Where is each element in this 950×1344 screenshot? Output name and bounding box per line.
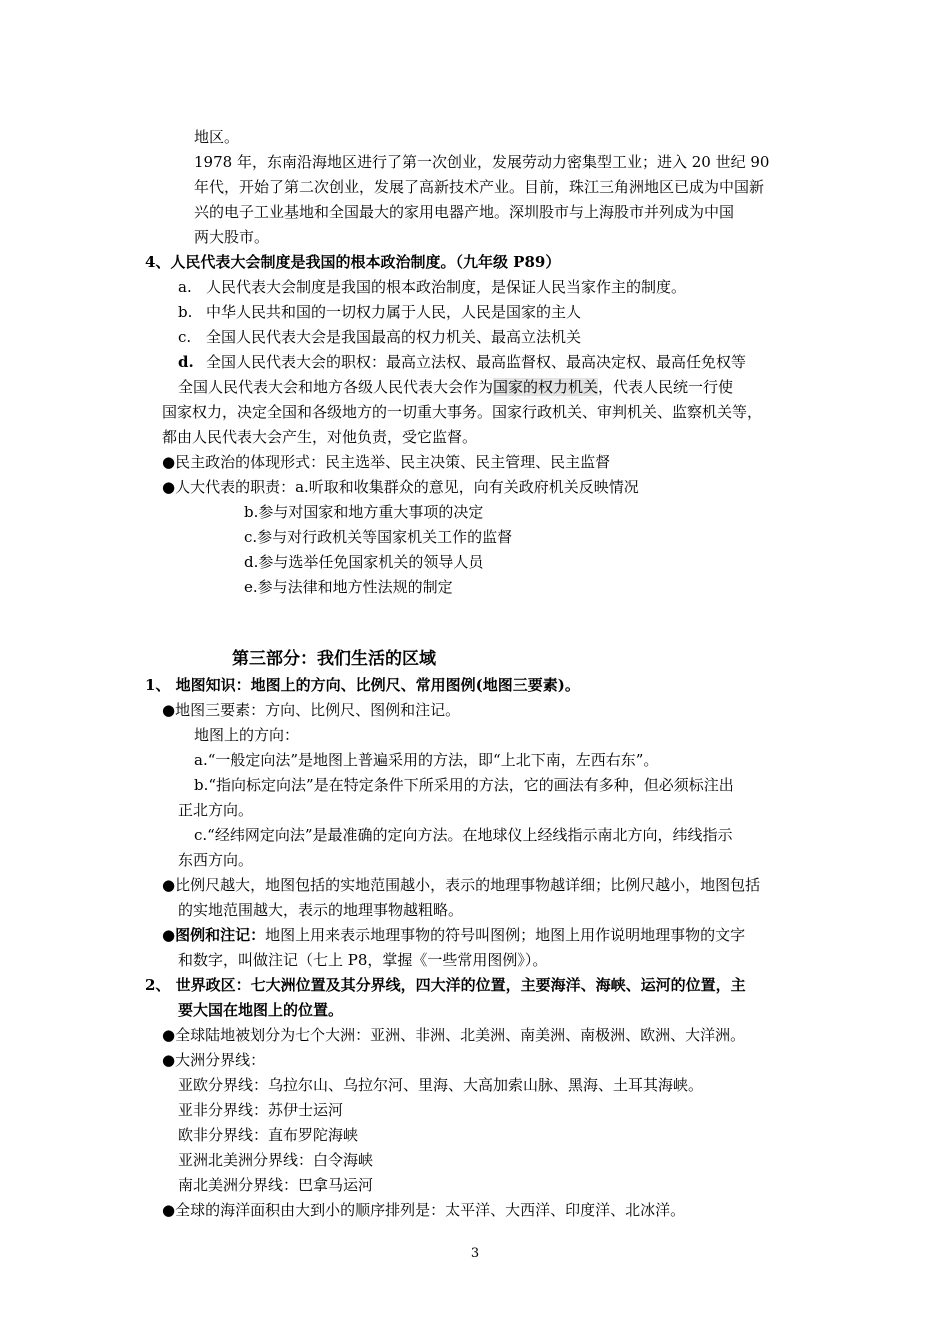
paragraph-line: a.“一般定向法”是地图上普遍采用的方法，即“上北下南，左西右东”。 bbox=[194, 751, 659, 769]
paragraph-line: 两大股市。 bbox=[194, 228, 270, 246]
section-heading: 1、 地图知识：地图上的方向、比例尺、常用图例(地图三要素)。 bbox=[145, 676, 580, 694]
bullet-item: ●民主政治的体现形式：民主选举、民主决策、民主管理、民主监督 bbox=[162, 453, 611, 471]
duty-item: d.参与选举任免国家机关的领导人员 bbox=[244, 553, 484, 571]
paragraph-line: b.“指向标定向法”是在特定条件下所采用的方法，它的画法有多种，但必须标注出 bbox=[194, 776, 734, 794]
section-heading: 4、人民代表大会制度是我国的根本政治制度。（九年级 P89） bbox=[145, 253, 561, 271]
list-item-marker: a. bbox=[178, 278, 192, 296]
bullet-item: ●地图三要素：方向、比例尺、图例和注记。 bbox=[162, 701, 461, 719]
duty-item: c.参与对行政机关等国家机关工作的监督 bbox=[244, 528, 513, 546]
section-heading: 要大国在地图上的位置。 bbox=[178, 1001, 344, 1019]
paragraph-line bbox=[178, 375, 733, 399]
bullet-item: ●大洲分界线： bbox=[162, 1051, 266, 1069]
paragraph-line: 国家权力，决定全国和各级地方的一切重大事务。国家行政机关、审判机关、监察机关等， bbox=[162, 403, 763, 421]
boundary-item: 欧非分界线：直布罗陀海峡 bbox=[178, 1126, 359, 1144]
list-item-marker: d. bbox=[178, 353, 194, 371]
list-item: 中华人民共和国的一切权力属于人民，人民是国家的主人 bbox=[206, 303, 582, 321]
duty-item: e.参与法律和地方性法规的制定 bbox=[244, 578, 453, 596]
bullet-item: ●全球陆地被划分为七个大洲：亚洲、非洲、北美洲、南美洲、南极洲、欧洲、大洋洲。 bbox=[162, 1026, 746, 1044]
paragraph-line: 1978 年，东南沿海地区进行了第一次创业，发展劳动力密集型工业；进入 20 世纪 90 bbox=[194, 153, 770, 171]
paragraph-line: c.“经纬网定向法”是最准确的定向方法。在地球仪上经线指示南北方向，纬线指示 bbox=[194, 826, 733, 844]
list-item: 全国人民代表大会是我国最高的权力机关、最高立法机关 bbox=[206, 328, 582, 346]
list-item: 人民代表大会制度是我国的根本政治制度，是保证人民当家作主的制度。 bbox=[206, 278, 687, 296]
paragraph-text: 地图上用来表示地理事物的符号叫图例；地图上用作说明地理事物的文字 bbox=[265, 926, 746, 944]
boundary-item: 亚欧分界线：乌拉尔山、乌拉尔河、里海、大高加索山脉、黑海、土耳其海峡。 bbox=[178, 1076, 704, 1094]
section-heading: 2、 世界政区：七大洲位置及其分界线，四大洋的位置，主要海洋、海峡、运河的位置，主 bbox=[145, 976, 746, 994]
highlighted-text: 国家的权力机关 bbox=[493, 378, 599, 396]
list-item-marker: c. bbox=[178, 328, 192, 346]
bullet-item: ●人大代表的职责：a.听取和收集群众的意见，向有关政府机关反映情况 bbox=[162, 478, 639, 496]
duty-item: b.参与对国家和地方重大事项的决定 bbox=[244, 503, 484, 521]
subheading: 地图上的方向： bbox=[194, 726, 300, 744]
paragraph-line: 的实地范围越大，表示的地理事物越粗略。 bbox=[178, 901, 464, 919]
page-number: 3 bbox=[470, 1246, 480, 1261]
paragraph-line: 东西方向。 bbox=[178, 851, 254, 869]
boundary-item: 亚洲北美洲分界线：白令海峡 bbox=[178, 1151, 374, 1169]
bold-term: ●图例和注记： bbox=[162, 926, 266, 944]
list-item-marker: b. bbox=[178, 303, 193, 321]
paragraph-line: 地区。 bbox=[194, 128, 240, 146]
paragraph-text: ，代表人民统一行使 bbox=[598, 378, 734, 396]
paragraph-line: 和数字，叫做注记（七上 P8，掌握《一些常用图例》）。 bbox=[178, 951, 548, 969]
bullet-item: ●比例尺越大，地图包括的实地范围越小，表示的地理事物越详细；比例尺越小，地图包括 bbox=[162, 876, 761, 894]
bullet-item: ●全球的海洋面积由大到小的顺序排列是：太平洋、大西洋、印度洋、北冰洋。 bbox=[162, 1201, 686, 1219]
paragraph-line: 都由人民代表大会产生，对他负责，受它监督。 bbox=[162, 428, 478, 446]
paragraph-line: 年代，开始了第二次创业，发展了高新技术产业。目前，珠江三角洲地区已成为中国新 bbox=[194, 178, 765, 196]
paragraph-text: 全国人民代表大会和地方各级人民代表大会作为 bbox=[178, 378, 494, 396]
list-item: 全国人民代表大会的职权：最高立法权、最高监督权、最高决定权、最高任免权等 bbox=[206, 353, 747, 371]
bullet-item bbox=[162, 923, 745, 947]
paragraph-line: 正北方向。 bbox=[178, 801, 254, 819]
part-title: 第三部分：我们生活的区域 bbox=[232, 649, 436, 669]
paragraph-line: 兴的电子工业基地和全国最大的家用电器产地。深圳股市与上海股市并列成为中国 bbox=[194, 203, 735, 221]
boundary-item: 亚非分界线：苏伊士运河 bbox=[178, 1101, 344, 1119]
boundary-item: 南北美洲分界线：巴拿马运河 bbox=[178, 1176, 374, 1194]
